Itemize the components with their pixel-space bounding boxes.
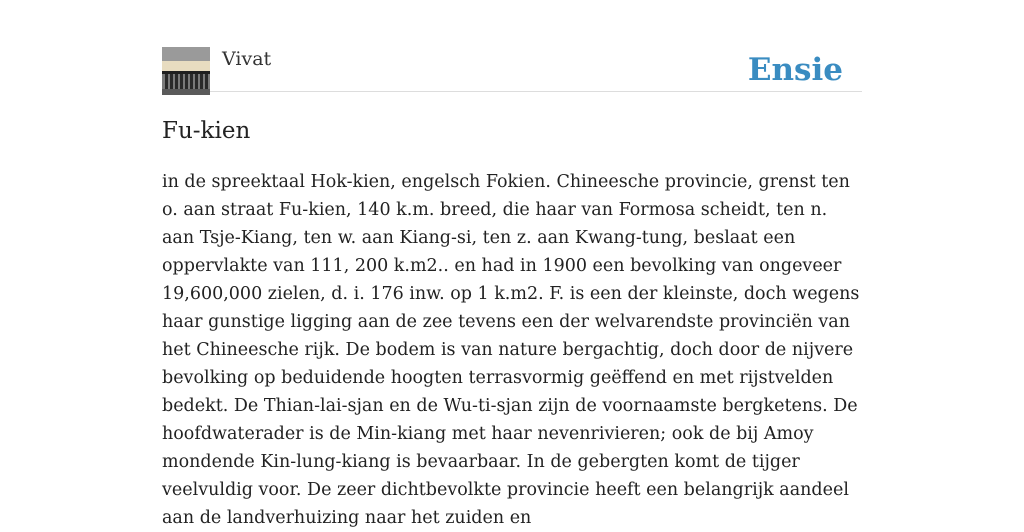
site-header xyxy=(162,46,862,92)
avatar-image xyxy=(162,47,210,95)
page-title: Fu-kien xyxy=(162,118,251,144)
author-avatar[interactable] xyxy=(162,47,210,95)
site-logo[interactable]: Ensie xyxy=(747,52,843,88)
author-name[interactable]: Vivat xyxy=(222,48,272,70)
article-body: in de spreektaal Hok-kien, engelsch Fokien. Chineesche provincie, grenst ten o. aan straat Fu-kien, 140 k.m. breed, die haar van Formosa scheidt, ten n. aan Tsje-Kiang, ten w. aan Kiang-si, ten z. aan Kwang-tung, beslaat een oppervlakte van 111, 200 k.m2.. en had in 1900 een bevolking van ongeveer 19,600,000 zielen, d. i. 176 inw. op 1 k.m2. F. is een der kleinste, doch wegens haar gunstige ligging aan de zee tevens een der welvarendste provinciën van het Chineesche rijk. De bodem is van nature bergachtig, doch door de nijvere bevolking op beduidende hoogten terrasvormig geëffend en met rijstvelden bedekt. De Thian-lai-sjan en de Wu-ti-sjan zijn de voornaamste bergketens. De hoofdwaterader is de Min-kiang met haar nevenrivieren; ook de bij Amoy mondende Kin-lung-kiang is bevaarbaar. In de gebergten komt de tijger veelvuldig voor. De zeer dichtbevolkte provincie heeft een belangrijk aandeel aan de landverhuizing naar het zuiden en xyxy=(162,172,860,528)
